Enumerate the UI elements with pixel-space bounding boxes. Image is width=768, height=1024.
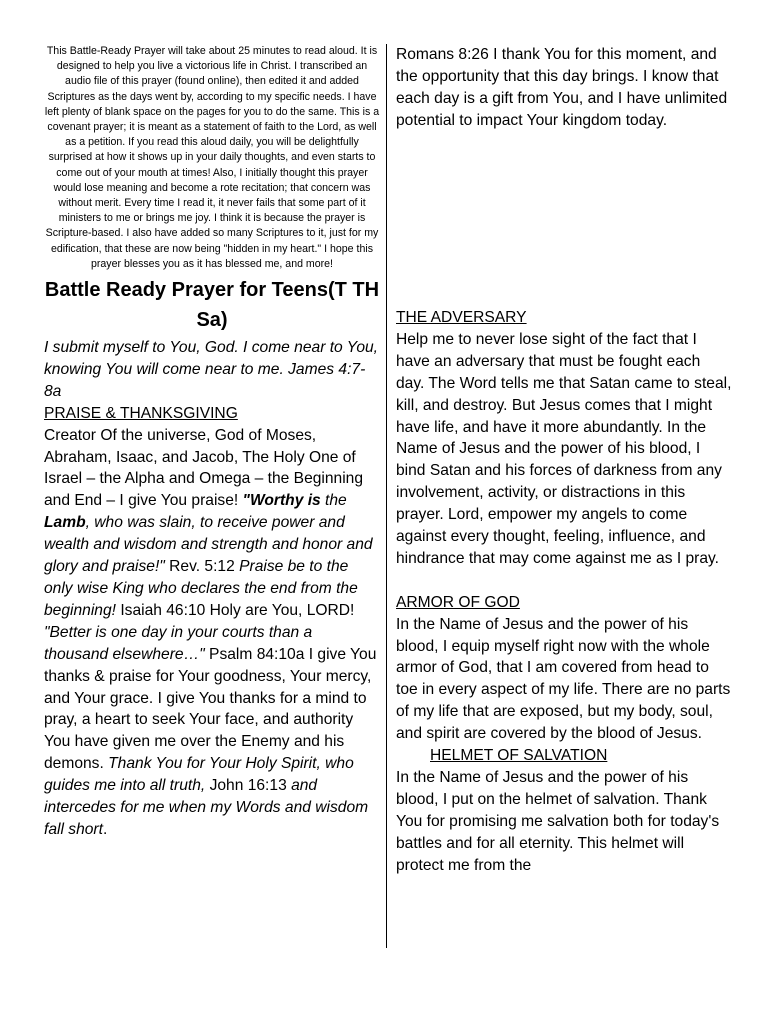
praise-text-3: Isaiah 46:10 Holy are You, LORD! (115, 601, 355, 619)
armor-heading: ARMOR OF GOD (396, 593, 520, 611)
praise-paragraph (44, 425, 380, 841)
section-spacer (396, 570, 732, 592)
quote-holy-spirit: Thank You for Your Holy Spirit, who guides me into all truth, (44, 755, 354, 795)
adversary-paragraph: Help me to never lose sight of the fact that I have an adversary that must be fought each day. The Word tells me that Satan came to steal, kill, and destroy. But Jesus comes that I might have life, and have it more abundantly. In the Name of Jesus and the power of his blood, I bind Satan and his forces of darkness from any involvement, activity, or distractions in this prayer. Lord, empower my angels to come against every thought, feeling, influence, and hindrance that may come against me as I pray. (396, 330, 732, 567)
praise-text-4: Psalm 84:10a I give You thanks & praise for Your goodness, Your mercy, and Your grace. I give You thanks for a mind to pray, a heart to seek Your face, and authority You have given me over the Enemy and his demons. (44, 645, 377, 773)
quote-psalm: "Better is one day in your courts than a thousand elsewhere…" (44, 623, 313, 663)
helmet-heading-line (396, 745, 732, 767)
quote-rev-text: , who was slain, to receive power and wealth and wisdom and strength and honor and glory and praise!" (44, 514, 373, 576)
quote-worthy-is: "Worthy is (242, 492, 321, 510)
quote-intercedes: and intercedes for me when my Words and wisdom fall short (44, 777, 369, 838)
submit-verse (44, 337, 380, 403)
praise-text-1: Creator Of the universe, God of Moses, Abraham, Isaac, and Jacob, The Holy One of Israel – the Alpha and Omega – the Beginning and End – I give You praise! (44, 426, 364, 510)
quote-isaiah: Praise be to the only wise King who declares the end from the beginning! (44, 558, 358, 619)
armor-paragraph: In the Name of Jesus and the power of his blood, I equip myself right now with the whole armor of God, that I am covered from head to toe in every aspect of my life. There are no parts of my life that are exposed, but my body, soul, and spirit are covered by the blood of Jesus. (396, 615, 731, 743)
praise-text-5: John 16:13 (205, 777, 292, 795)
left-column (44, 44, 380, 841)
quote-the: the (320, 492, 347, 510)
right-column (396, 44, 732, 877)
romans-block (396, 44, 732, 307)
intro-paragraph: This Battle-Ready Prayer will take about 25 minutes to read aloud. It is designed to help you live a victorious life in Christ. I transcribed an audio file of this prayer (found online), then edited it and added Scriptures as the days went by, according to my specific needs. I have left plenty of blank space on the pages for you to do the same. This is a covenant prayer; it is meant as a statement of faith to the Lord, as well as a petition. If you read this aloud daily, you will be delightfully surprised at how it shows up in your daily thoughts, and even starts to come out of your mouth at times! Also, I initially thought this prayer would lose meaning and become a rote recitation; that concern was without merit. Every time I read it, it never fails that some part of it ministers to me or brings me joy. I think it is because the prayer is Scripture-based. I also have added so many Scriptures to it, just for my edification, that these are now being "hidden in my heart." I hope this prayer blesses you as it has blessed me, and more! (44, 45, 380, 270)
column-divider (386, 44, 387, 948)
document-title: Battle Ready Prayer for Teens(T TH Sa) (44, 279, 380, 332)
praise-heading: PRAISE & THANKSGIVING (44, 404, 238, 422)
helmet-heading: HELMET OF SALVATION (430, 747, 608, 765)
adversary-heading: THE ADVERSARY (396, 309, 527, 326)
praise-text-2: Rev. 5:12 (164, 558, 240, 576)
quote-lamb: Lamb (44, 514, 86, 532)
praise-text-6: . (102, 820, 108, 838)
romans-paragraph: Romans 8:26 I thank You for this moment, and the opportunity that this day brings. I know that each day is a gift from You, and I have unlimited potential to impact Your kingdom today. (396, 46, 728, 129)
helmet-paragraph: In the Name of Jesus and the power of his blood, I put on the helmet of salvation. Thank You for promising me salvation both for today's battles and for all eternity. This helmet will protect me from the (396, 769, 720, 874)
submit-verse-text: I submit myself to You, God. I come near to You, knowing You will come near to me. James 4:7-8a (44, 339, 379, 400)
